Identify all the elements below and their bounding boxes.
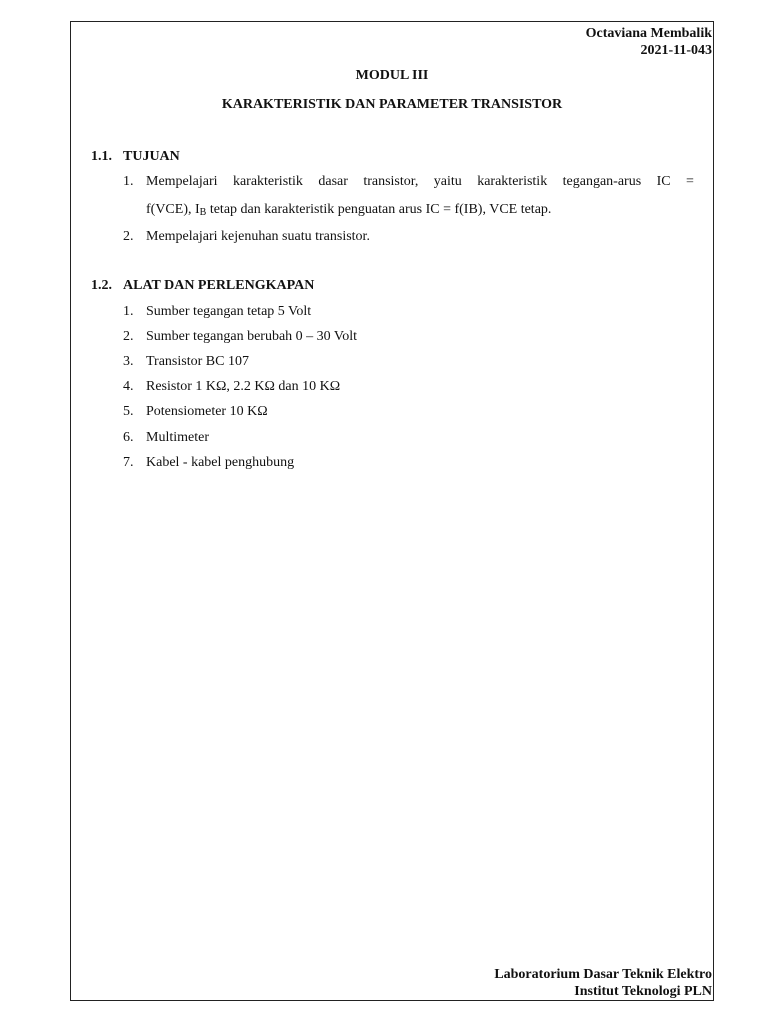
section-title: ALAT DAN PERLENGKAPAN — [123, 278, 315, 293]
item-number: 6. — [123, 430, 134, 445]
item-number: 1. — [123, 304, 134, 319]
footer-lab: Laboratorium Dasar Teknik Elektro — [494, 967, 712, 982]
item-number: 5. — [123, 404, 134, 419]
item-text: Mempelajari kejenuhan suatu transistor. — [146, 229, 370, 244]
page-border — [70, 21, 714, 1001]
section-heading-tujuan — [91, 149, 180, 165]
module-title: MODUL III — [355, 68, 429, 83]
section-title: TUJUAN — [123, 149, 180, 164]
word: tegangan-arus — [562, 174, 642, 189]
footer-block — [494, 966, 712, 1000]
author-name: Octaviana Membalik — [585, 26, 712, 41]
subscript: B — [199, 207, 207, 218]
item-text-line2 — [146, 202, 694, 218]
item-text: Multimeter — [146, 430, 209, 445]
section-number: 1.2. — [91, 278, 112, 293]
item-number: 4. — [123, 379, 134, 394]
item-number: 2. — [123, 329, 134, 344]
section-number: 1.1. — [91, 149, 112, 164]
text-part: tetap dan karakteristik penguatan arus IC = f(IB), VCE tetap. — [206, 202, 552, 217]
item-number: 2. — [123, 229, 134, 244]
item-number: 3. — [123, 354, 134, 369]
word: transistor, — [363, 174, 419, 189]
word: karakteristik — [477, 174, 548, 189]
word: Mempelajari — [146, 174, 218, 189]
word: dasar — [318, 174, 348, 189]
word: IC — [656, 174, 671, 189]
item-text: Potensiometer 10 KΩ — [146, 404, 268, 419]
item-text: Kabel - kabel penghubung — [146, 455, 295, 470]
author-id: 2021-11-043 — [640, 43, 712, 58]
item-number: 1. — [123, 174, 134, 189]
item-number: 7. — [123, 455, 134, 470]
section-heading-alat — [91, 278, 314, 294]
item-text-line1 — [146, 174, 694, 190]
word: karakteristik — [232, 174, 303, 189]
item-text: Sumber tegangan berubah 0 – 30 Volt — [146, 329, 358, 344]
text-part: f(VCE), I — [146, 202, 200, 217]
document-title: KARAKTERISTIK DAN PARAMETER TRANSISTOR — [221, 97, 563, 112]
author-block — [586, 25, 712, 59]
item-text: Resistor 1 KΩ, 2.2 KΩ dan 10 KΩ — [146, 379, 341, 394]
footer-institute: Institut Teknologi PLN — [574, 984, 712, 999]
word: yaitu — [433, 174, 462, 189]
item-text: Sumber tegangan tetap 5 Volt — [146, 304, 312, 319]
item-text: Transistor BC 107 — [146, 354, 249, 369]
word: = — [686, 174, 694, 189]
